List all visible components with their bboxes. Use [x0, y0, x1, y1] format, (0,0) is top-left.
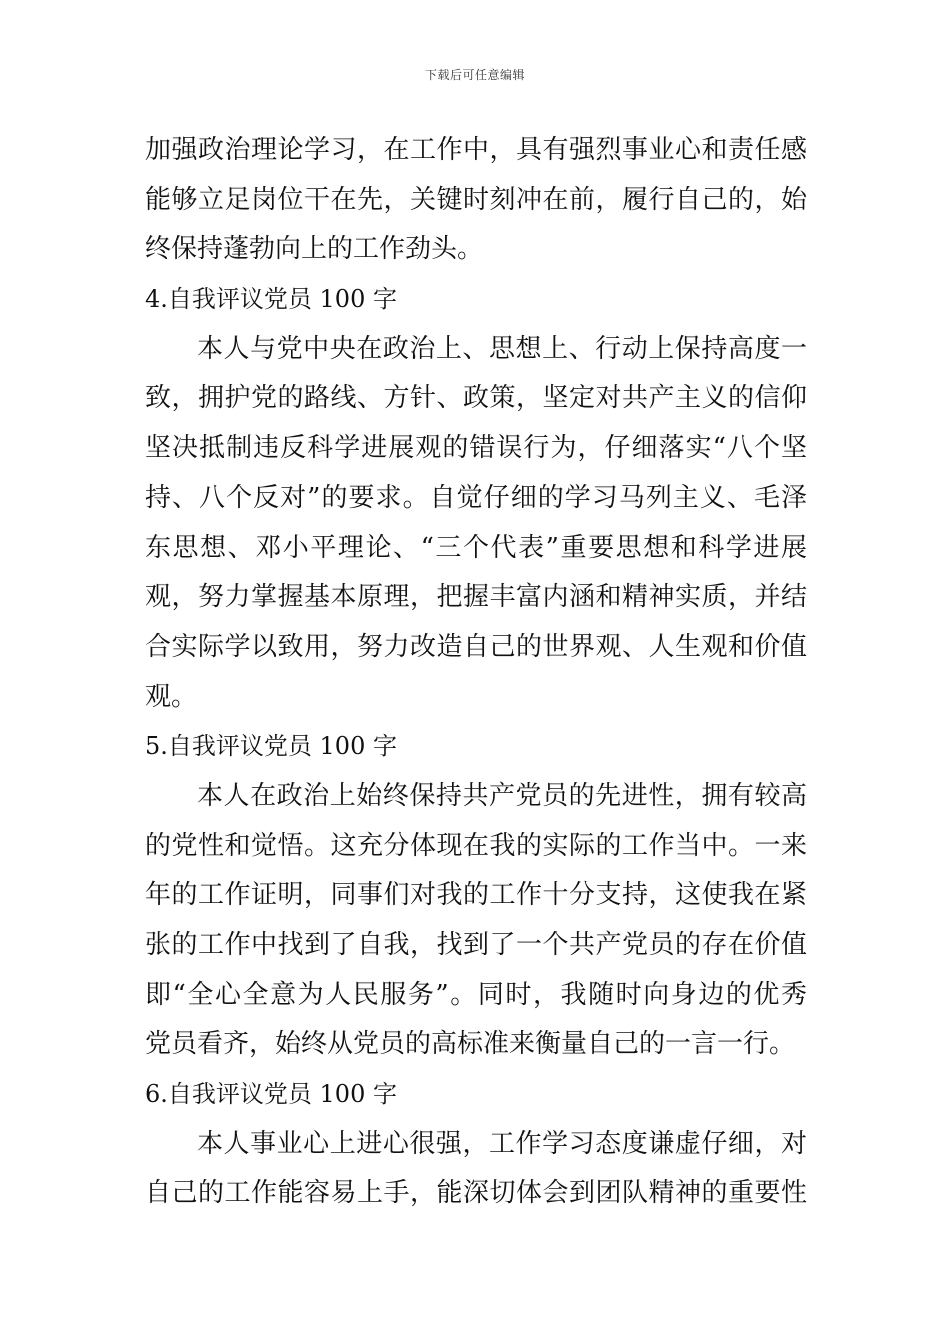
paragraph-line: 本人事业心上进心很强，工作学习态度谦虚仔细，对: [197, 1128, 807, 1159]
paragraph-line: 致，拥护党的路线、方针、政策，坚定对共产主义的信仰: [145, 383, 807, 414]
paragraph-line: 张的工作中找到了自我，找到了一个共产党员的存在价值: [145, 930, 807, 960]
document-body: [145, 126, 807, 1219]
paragraph: [145, 772, 807, 1070]
paragraph-line: 加强政治理论学习，在工作中，具有强烈事业心和责任感: [145, 135, 807, 165]
page-header: 下载后可任意编辑: [424, 68, 525, 82]
paragraph-line: 能够立足岗位干在先，关键时刻冲在前，履行自己的，始: [145, 184, 807, 215]
paragraph-line: 观。: [145, 681, 198, 712]
paragraph: [145, 1120, 807, 1219]
paragraph-line: 坚决抵制违反科学进展观的错误行为，仔细落实“八个坚: [145, 433, 807, 464]
paragraph-line: 终保持蓬勃向上的工作劲头。: [145, 234, 484, 265]
paragraph-line: 党员看齐，始终从党员的高标准来衡量自己的一言一行。: [145, 1029, 796, 1060]
paragraph-line: 合实际学以致用，努力改造自己的世界观、人生观和价值: [145, 631, 807, 662]
paragraph-line: 东思想、邓小平理论、“三个代表”重要思想和科学进展: [145, 532, 807, 563]
section-heading: 4.自我评议党员 100 字: [145, 285, 397, 314]
section-heading: 5.自我评议党员 100 字: [145, 732, 397, 761]
paragraph-line: 年的工作证明，同事们对我的工作十分支持，这使我在紧: [145, 880, 807, 911]
paragraph-line: 即“全心全意为人民服务”。同时，我随时向身边的优秀: [145, 979, 807, 1010]
paragraph-line: 本人与党中央在政治上、思想上、行动上保持高度一: [197, 333, 807, 364]
paragraph-line: 本人在政治上始终保持共产党员的先进性，拥有较高: [197, 780, 807, 811]
paragraph-line: 持、八个反对”的要求。自觉仔细的学习马列主义、毛泽: [145, 482, 807, 513]
paragraph-line: 观，努力掌握基本原理，把握丰富内涵和精神实质，并结: [145, 582, 807, 613]
paragraph-line: 的党性和觉悟。这充分体现在我的实际的工作当中。一来: [145, 830, 807, 861]
paragraph: [145, 126, 807, 275]
paragraph-line: 自己的工作能容易上手，能深切体会到团队精神的重要性: [145, 1178, 807, 1209]
paragraph: [145, 325, 807, 723]
section-heading: 6.自我评议党员 100 字: [145, 1080, 397, 1109]
